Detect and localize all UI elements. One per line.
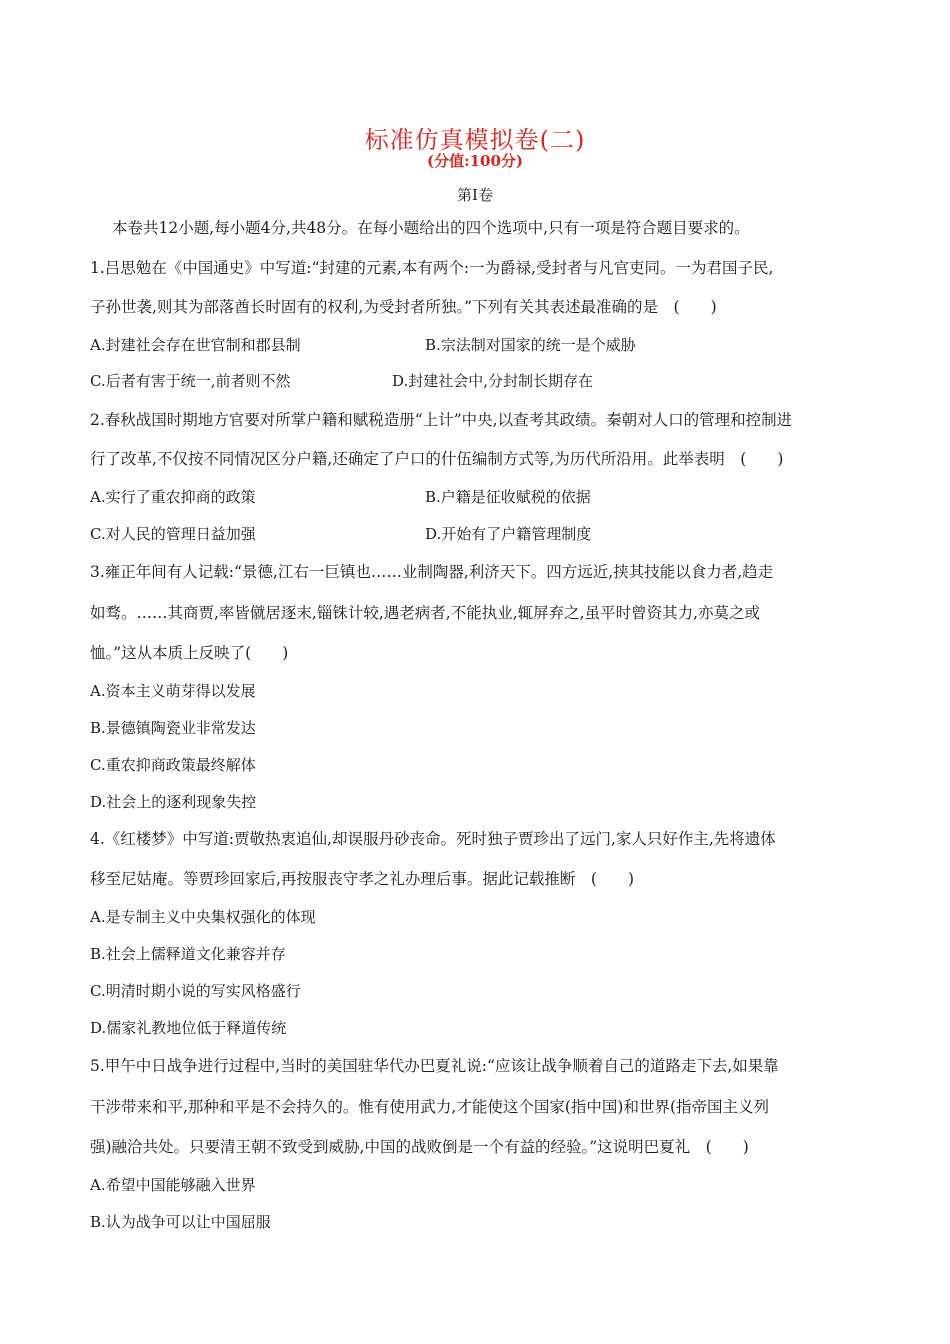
q2-stem-line-2: 行了改革,不仅按不同情况区分户籍,还确定了户口的什伍编制方式等,为历代所沿用。此举表明 ( )	[90, 450, 784, 468]
q2-option-d: D.开始有了户籍管理制度	[425, 525, 592, 543]
q4-option-d: D.儒家礼教地位低于释道传统	[90, 1019, 287, 1037]
q1-option-d: D.封建社会中,分封制长期存在	[392, 372, 594, 390]
q3-option-b: B.景德镇陶瓷业非常发达	[90, 719, 256, 737]
q2-option-c: C.对人民的管理日益加强	[90, 525, 256, 543]
q1-option-a: A.封建社会存在世官制和郡县制	[90, 336, 301, 354]
q2-option-b: B.户籍是征收赋税的依据	[425, 488, 591, 506]
q1-stem-line-1: 1.吕思勉在《中国通史》中写道:“封建的元素,本有两个:一为爵禄,受封者与凡官吏同。一为君国子民,	[90, 259, 774, 277]
q5-stem-line-2: 干涉带来和平,那种和平是不会持久的。惟有使用武力,才能使这个国家(指中国)和世界(指帝国主义列	[90, 1098, 769, 1116]
q5-stem-line-3: 强)融洽共处。只要清王朝不致受到威胁,中国的战败倒是一个有益的经验。”这说明巴夏礼 ( )	[90, 1138, 749, 1156]
q1-stem-line-2: 子孙世袭,则其为部落酋长时固有的权利,为受封者所独。”下列有关其表述最准确的是 ( )	[90, 298, 717, 316]
section-heading: 第Ⅰ卷	[457, 186, 493, 204]
q1-option-c: C.后者有害于统一,前者则不然	[90, 372, 291, 390]
q4-option-c: C.明清时期小说的写实风格盛行	[90, 982, 301, 1000]
exam-title: 标准仿真模拟卷(二)	[364, 126, 586, 154]
q3-stem-line-2: 如骛。……其商贾,率皆僦居逐末,锱铢计较,遇老病者,不能执业,辄屏弃之,虽平时曾资其力,亦莫之或	[90, 604, 760, 622]
q4-stem-line-1: 4.《红楼梦》中写道:贾敬热衷追仙,却误服丹砂丧命。死时独子贾珍出了远门,家人只好作主,先将遗体	[90, 830, 776, 848]
q5-option-b: B.认为战争可以让中国屈服	[90, 1213, 271, 1231]
q3-option-a: A.资本主义萌芽得以发展	[90, 682, 256, 700]
exam-score: (分值:100分)	[426, 152, 524, 170]
q1-option-b: B.宗法制对国家的统一是个威胁	[425, 336, 636, 354]
q4-option-b: B.社会上儒释道文化兼容并存	[90, 945, 286, 963]
q4-option-a: A.是专制主义中央集权强化的体现	[90, 908, 316, 926]
q2-stem-line-1: 2.春秋战国时期地方官要对所掌户籍和赋税造册“上计”中央,以查考其政绩。秦朝对人口的管理和控制进	[90, 411, 793, 429]
q4-stem-line-2: 移至尼姑庵。等贾珍回家后,再按服丧守孝之礼办理后事。据此记载推断 ( )	[90, 870, 635, 888]
q3-stem-line-1: 3.雍正年间有人记载:“景德,江右一巨镇也……业制陶器,利济天下。四方远近,挟其技能以食力者,趋走	[90, 563, 774, 581]
instructions: 本卷共12小题,每小题4分,共48分。在每小题给出的四个选项中,只有一项是符合题目要求的。	[112, 219, 750, 237]
q2-option-a: A.实行了重农抑商的政策	[90, 488, 256, 506]
q5-option-a: A.希望中国能够融入世界	[90, 1176, 256, 1194]
q3-option-c: C.重农抑商政策最终解体	[90, 756, 256, 774]
q3-option-d: D.社会上的逐利现象失控	[90, 793, 257, 811]
q3-stem-line-3: 恤。”这从本质上反映了( )	[90, 644, 289, 662]
q5-stem-line-1: 5.甲午中日战争进行过程中,当时的美国驻华代办巴夏礼说:“应该让战争顺着自己的道路走下去,如果靠	[90, 1057, 779, 1075]
